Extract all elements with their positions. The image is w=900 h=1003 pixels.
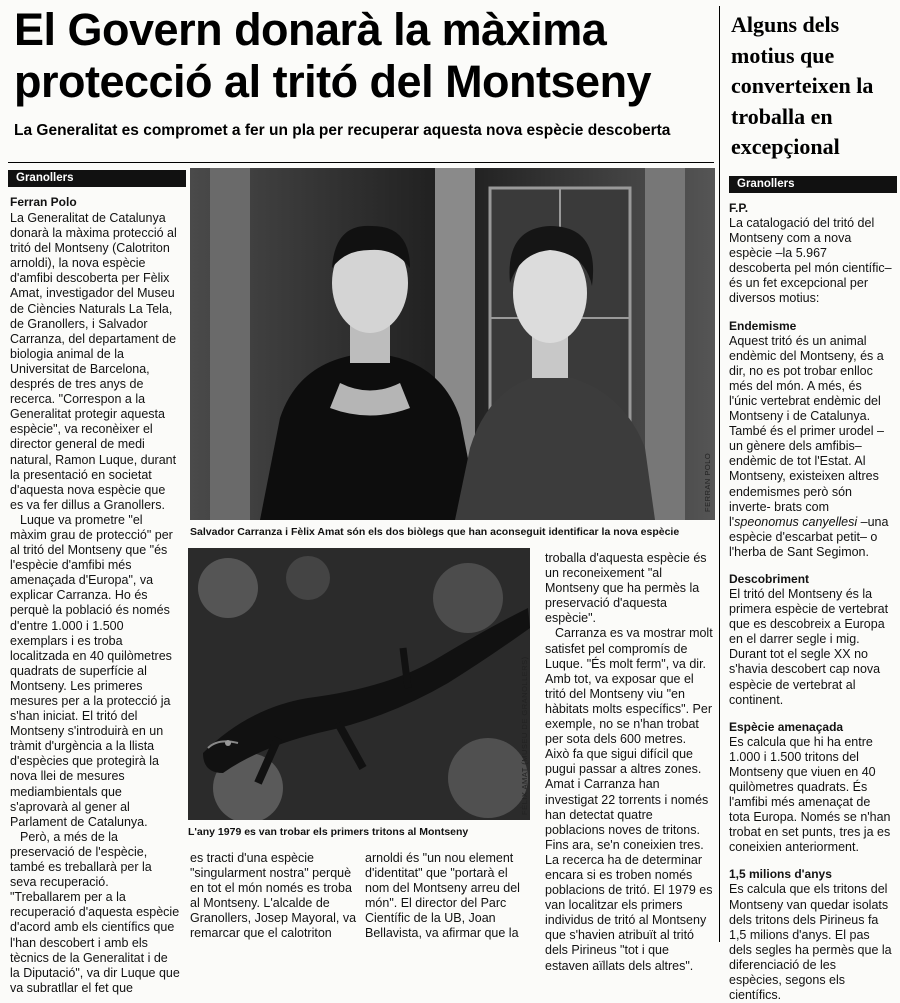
- headline-line-1: El Govern donarà la màxima: [14, 4, 607, 55]
- main-top-rule: [8, 162, 714, 163]
- sidebar-paragraph: Es calcula que hi ha entre 1.000 i 1.500 tritons del Montseny que viuen en 40 quilòmetres quadrats. És l'amfibi més amenaçat de tota Europa. Només se n'han trobat en set punts, tres ja es coneixien anteriorment.: [729, 734, 891, 855]
- headline-line-2: protecció al tritó del Montseny: [14, 56, 652, 107]
- photo-credit: FÈLIX AMAT (MUSEU DE GRANOLLERS): [520, 656, 529, 815]
- sidebar-title: Alguns dels motius que converteixen la troballa en excepçional: [731, 12, 874, 159]
- sidebar-byline: F.P.: [729, 201, 749, 215]
- sidebar-paragraph: Es calcula que els tritons del Montseny van quedar isolats dels tritons dels Pirineus fa 1,5 milions d'anys. El pas dels segles ha permès que la diferenciació de les espècies, segons els científics.: [729, 882, 892, 1003]
- article-column-4: [545, 551, 713, 974]
- sidebar-intro: La catalogació del tritó del Montseny com a nova espècie –la 5.967 descoberta pel món científic– és un fet excepcional per diversos motius:: [729, 216, 892, 306]
- photo-caption: L'any 1979 es van trobar els primers tritons al Montseny: [188, 826, 469, 838]
- sidebar-section-tag: Granollers: [729, 176, 897, 193]
- byline: Ferran Polo: [10, 195, 77, 209]
- paragraph: La Generalitat de Catalunya donarà la màxima protecció al tritó del Montseny (Calotriton arnoldi), la nova espècie d'amfibi descoberta per Fèlix Amat, investigador del Museu de Ciències Naturals La Tela, de Granollers, i Salvador Carranza, del departament de biologia animal de la Universitat de Barcelona, després de tres anys de recerca. "Correspon a la Generalitat protegir aquesta espècie", va reconèixer el director general de medi natural, Ramon Luque, durant la presentació en societat d'aquesta nova espècie que es va fer dillus a Granollers.: [10, 211, 177, 512]
- article-column-2: [190, 851, 360, 942]
- newt-photo: [188, 548, 530, 820]
- sidebar-paragraph: Aquest tritó és un animal endèmic del Montseny, és a dir, no es pot trobar enlloc més del món. A més, és l'únic vertebrat endèmic del Montseny i de Catalunya. També és el primer urodel –un gènere dels amfibis– endèmic de tot l'Estat. Al Montseny, existeixen altres endemismes però són inverte- brats com l'speonomus canyellesi –una espècie d'escarbat petit– o l'herba de Sant Segimon.: [729, 333, 889, 559]
- paragraph: es tracti d'una espècie "singularment nostra" perquè en tot el món només es troba al Montseny. L'alcalde de Granollers, Josep Mayoral, va remarcar que el calotriton: [190, 851, 357, 941]
- headline: [14, 4, 714, 108]
- portrait-photo-illustration: [190, 168, 715, 520]
- paragraph: troballa d'aquesta espècie és un reconeixement "al Montseny que ha permès la preservació d'aquesta espècie".: [545, 551, 707, 626]
- paragraph: arnoldi és "un nou element d'identitat" que "portarà el nom del Montseny arreu del món". El director del Parc Científic de la UB, Joan Bellavista, va afirmar que la: [365, 851, 520, 941]
- photo-caption: Salvador Carranza i Fèlix Amat són els dos biòlegs que han aconseguit identificar la nova espècie: [190, 526, 680, 538]
- paragraph: Però, a més de la preservació de l'espècie, també es treballarà per la seva recuperació. "Treballarem per a la recuperació d'aquesta espècie d'acord amb els científics que l'han descobert i amb els tècnics de la Generalitat i de la Diputació", va dir Luque que va subratllar el fet que: [10, 829, 180, 995]
- article-column-1: [10, 211, 180, 996]
- column-divider: [719, 6, 720, 942]
- photo-credit: FERRAN POLO: [703, 452, 712, 512]
- sidebar-heading: Espècie amenaçada: [729, 719, 844, 734]
- sidebar-paragraph: El tritó del Montseny és la primera espècie de vertebrat que es descobreix a Europa en el darrer segle i mig. Durant tot el segle XX no s'havia descobert cap nova espècie de vertebrat al continent.: [729, 586, 889, 707]
- sidebar-heading: 1,5 milions d'anys: [729, 867, 832, 882]
- paragraph: Luque va prometre "el màxim grau de protecció" per al tritó del Montseny que "és l'espècie d'amfibi més amenaçada d'Europa", va explicar Carranza. Ho és perquè la població és només d'entre 1.000 i 1.500 exemplars i es troba localitzada en 40 quilòmetres quadrats de superfície al Montseny. Les primeres mesures per a la protecció ja s'han iniciat. El tritó del Montseny s'introduirà en un tràmit d'urgència a la llista d'espècies que protegirà la nova llei de mesures mediambientals que s'aprovarà al gener al Parlament de Catalunya.: [10, 512, 173, 829]
- portrait-photo: [190, 168, 715, 520]
- sidebar-body: [729, 201, 892, 1003]
- sidebar-heading: Descobriment: [729, 571, 810, 586]
- subheadline: La Generalitat es compromet a fer un pla per recuperar aquesta nova espècie descoberta: [14, 122, 671, 139]
- article-column-3: [365, 851, 533, 942]
- sidebar-heading: Endemisme: [729, 318, 797, 333]
- section-tag: Granollers: [8, 170, 186, 187]
- paragraph: Carranza es va mostrar molt satisfet pel compromís de Luque. "És molt ferm", va dir. Amb tot, va exposar que el tritó del Montseny viu "en hàbitats molts específics". Per exemple, no se n'han trobat per sota dels 600 metres. Això fa que sigui difícil que pugui passar a altres zones. Amat i Carranza han investigat 22 torrents i només han detectat quatre poblacions noves de tritons. Fins ara, se'n coneixien tres. La recerca ha de determinar encara si es troben només poblacions de tritó. El 1979 es van localitzar els primers individus de tritó al Montseny que s'havien atribuït al tritó dels Pirineus "tot i que estaven aïllats dels altres".: [545, 626, 713, 973]
- newt-photo-illustration: [188, 548, 530, 820]
